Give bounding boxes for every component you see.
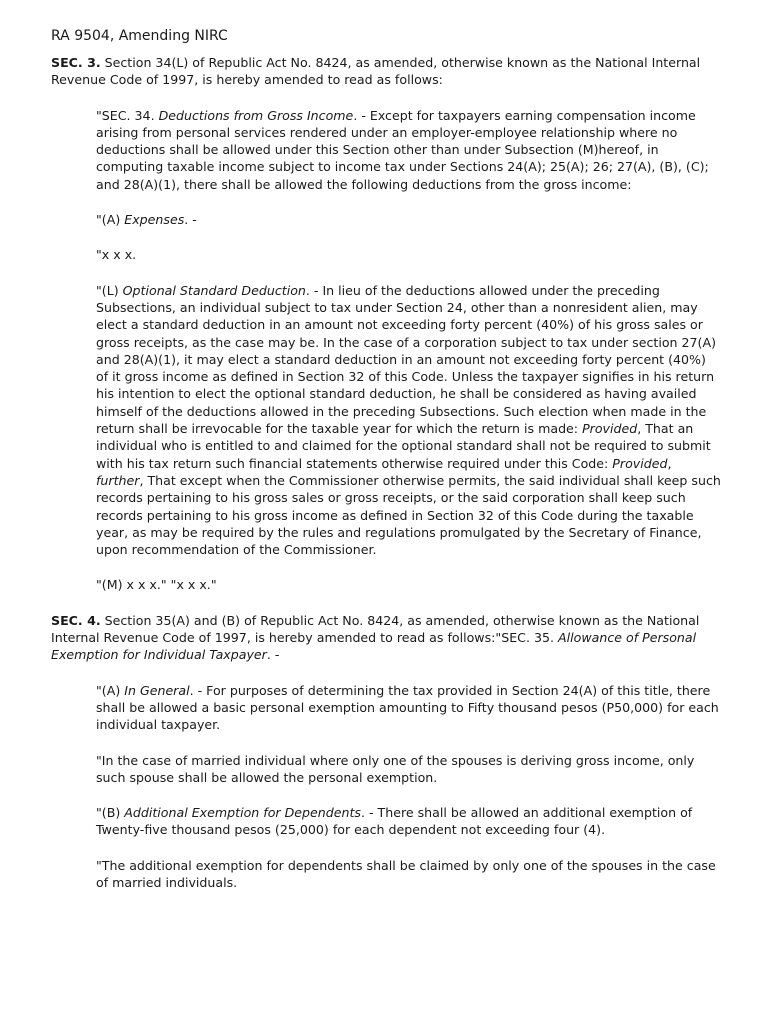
section-3-label: SEC. 3. (51, 55, 101, 70)
provided-term: Provided (582, 421, 638, 437)
section-4-paragraph (51, 612, 723, 664)
expenses-heading: Expenses (124, 212, 185, 228)
section-3-quote (96, 107, 721, 594)
section-3-text: Section 34(L) of Republic Act No. 8424, as amended, otherwise known as the National Internal Revenue Code of 1997, is hereby amended to read as follows: (51, 55, 701, 88)
section-4-suffix: . - (266, 647, 280, 663)
optional-prefix: "(L) (96, 282, 123, 298)
general-paragraph (96, 682, 721, 734)
optional-text-1: . - In lieu of the deductions allowed under the preceding Subsections, an individual subject to tax under Section 24, other than a nonresident alien, may elect a standard deduction in an amount not exceeding forty percent (40%) of his gross sales or gross receipts, as the case may be. In the case of a corporation subject to tax under section 27(A) and 28(A)(1), it may elect a standard deduction in an amount not exceeding forty percent (40%) of it gross income as defined in Section 32 of this Code. Unless the taxpayer signifies in his return his intention to elect the optional standard deduction, he shall be considered as having availed himself of the deductions allowed in the preceding Subsections. Such election when made in the return shall be irrevocable for the taxable year for which the return is made: (96, 282, 716, 437)
optional-text-3: , That except when the Commissioner otherwise permits, the said individual shall keep such records pertaining to his gross sales or gross receipts, or the said corporation shall keep such records pertaining to his gross income as defined in Section 32 of this Code during the taxable year, as may be required by the rules and regulations promulgated by the Secretary of Finance, upon recommendation of the Commissioner. (96, 472, 721, 558)
section-3-paragraph (51, 54, 723, 89)
optional-heading: Optional Standard Deduction (122, 282, 306, 298)
dependents-prefix: "(B) (96, 805, 125, 821)
section-4-label: SEC. 4. (51, 612, 101, 628)
further-term: further (96, 472, 140, 488)
dependents-paragraph (96, 804, 721, 839)
document-title: RA 9504, Amending NIRC (51, 28, 228, 44)
married-paragraph: "In the case of married individual where only one of the spouses is deriving gross income, only such spouse shall be allowed the personal exemption. (96, 752, 695, 785)
general-prefix: "(A) (96, 682, 125, 698)
document-page (51, 26, 723, 891)
section-4-text: Section 35(A) and (B) of Republic Act No. 8424, as amended, otherwise known as the National Internal Revenue Code of 1997, is hereby amended to read as follows:"SEC. 35. (51, 612, 700, 646)
general-heading: In General (124, 682, 190, 698)
general-text: . - For purposes of determining the tax provided in Section 24(A) of this title, there shall be allowed a basic personal exemption amounting to Fifty thousand pesos (P50,000) for each individual taxpayer. (96, 682, 719, 733)
sec-34-paragraph (96, 107, 721, 193)
provided-term-2: Provided (612, 455, 668, 471)
ellipsis-paragraph: "x x x. (96, 247, 137, 263)
sec-34-text: . - Except for taxpayers earning compensation income arising from personal services rendered under an employer-employee relationship where no deductions shall be allowed under this Section other than under Subsection (M)hereof, in computing taxable income subject to income tax under Sections 24(A); 25(A); 26; 27(A), (B), (C); and 28(A)(1), there shall be allowed the following deductions from the gross income: (96, 107, 709, 192)
optional-comma: , (667, 455, 672, 471)
expenses-prefix: "(A) (96, 212, 125, 228)
subsection-m-paragraph: "(M) x x x." "x x x." (96, 577, 217, 593)
sec-34-prefix: "SEC. 34. (96, 107, 159, 123)
expenses-suffix: . - (184, 212, 197, 228)
section-4-quote (96, 682, 721, 892)
expenses-paragraph (96, 211, 721, 228)
sec-34-heading: Deductions from Gross Income (158, 107, 354, 123)
dependents-text: . - There shall be allowed an additional exemption of Twenty-five thousand pesos (25,000) for each dependent not exceeding four (4). (96, 805, 693, 838)
optional-text-2: , That an individual who is entitled to and claimed for the optional standard shall not be required to submit with his tax return such financial statements otherwise required under this Code: (96, 421, 711, 471)
claimed-paragraph: "The additional exemption for dependents shall be claimed by only one of the spouses in the case of married individuals. (96, 857, 716, 890)
optional-deduction-paragraph (96, 282, 721, 559)
dependents-heading: Additional Exemption for Dependents (124, 805, 361, 821)
section-4-heading: Allowance of Personal Exemption for Individual Taxpayer (51, 630, 697, 663)
